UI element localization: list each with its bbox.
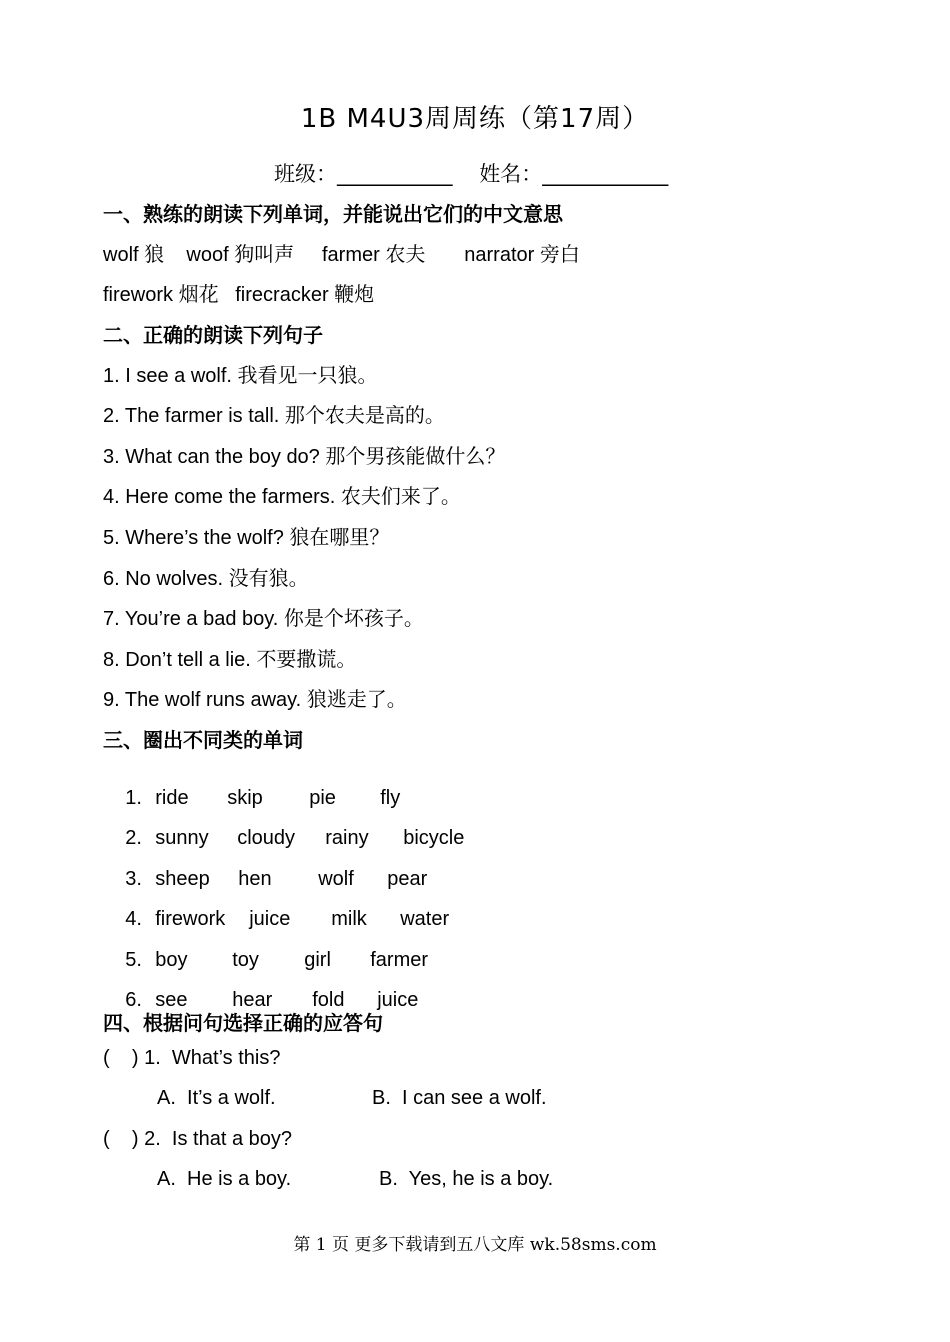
answer-blank[interactable]: ( ) 2. [103,1128,161,1150]
page-footer: 第 1 页 更多下载请到五八文库 wk.58sms.com [293,1235,657,1255]
name-bar [274,158,668,188]
sentence-row: 4. Here come the farmers. 农夫们来了。 [103,484,461,508]
section1-heading: 一、熟练的朗读下列单词，并能说出它们的中文意思 [103,202,563,226]
word-cn: 狼 [144,242,165,266]
word-en: firecracker [235,284,329,306]
option-b: B. I can see a wolf. [372,1087,547,1109]
sentence-row: 9. The wolf runs away. 狼逃走了。 [103,687,407,711]
word-en: woof [186,244,229,266]
word-group-row: 2. sunny cloudy rainy bicycle [125,827,465,849]
name-label: 姓名： [479,162,543,186]
word-group-row: 1. ride skip pie fly [125,787,401,809]
page-title: 1B M4U3周周练（第17周） [300,104,650,134]
word-cn: 狗叫声 [234,242,295,266]
class-blank[interactable]: ___________ [337,162,453,186]
word-cn: 农夫 [385,242,426,266]
vocab-row-2 [103,278,374,307]
sentence-row: 1. I see a wolf. 我看见一只狼。 [103,363,378,387]
question-row: ( ) 2. Is that a boy? [103,1128,292,1150]
sentence-row: 8. Don’t tell a lie. 不要撒谎。 [103,647,357,671]
name-blank[interactable]: ____________ [542,162,669,186]
option-b: B. Yes, he is a boy. [379,1168,554,1190]
word-group-row: 4. firework juice milk water [125,908,450,930]
word-en: wolf [103,244,139,266]
word-cn: 鞭炮 [334,282,375,306]
section3-heading: 三、圈出不同类的单词 [103,728,303,752]
vocab-row-1 [103,238,580,267]
word-en: farmer [321,244,380,266]
word-group-row: 5. boy toy girl farmer [125,949,429,971]
word-cn: 烟花 [178,282,219,306]
sentence-row: 2. The farmer is tall. 那个农夫是高的。 [103,403,445,427]
option-a: A. It’s a wolf. [157,1087,276,1109]
class-label: 班级： [274,162,337,186]
word-en: firework [103,284,174,306]
sentence-row: 5. Where’s the wolf? 狼在哪里？ [103,525,390,549]
word-group-row: 3. sheep hen wolf pear [125,868,428,890]
sentence-row: 6. No wolves. 没有狼。 [103,566,309,590]
question-row: ( ) 1. What’s this? [103,1047,281,1069]
word-group-row: 6. see hear fold juice [125,989,419,1011]
sentence-row: 7. You’re a bad boy. 你是个坏孩子。 [103,606,424,630]
word-en: narrator [464,244,535,266]
option-a: A. He is a boy. [157,1168,292,1190]
word-cn: 旁白 [539,242,580,266]
sentence-row: 3. What can the boy do? 那个男孩能做什么？ [103,444,506,468]
section4-heading: 四、根据问句选择正确的应答句 [103,1011,383,1035]
section2-heading: 二、正确的朗读下列句子 [103,323,323,347]
answer-blank[interactable]: ( ) 1. [103,1047,161,1069]
